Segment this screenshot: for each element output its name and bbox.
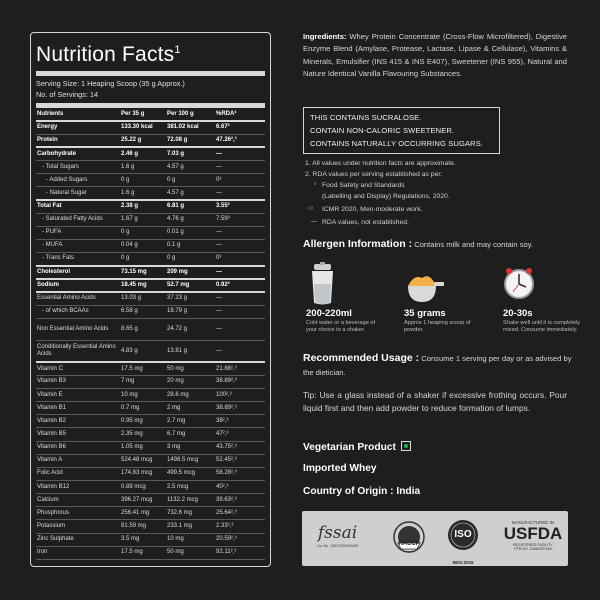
ingredients-block: [303, 31, 567, 81]
nutrition-row: [36, 441, 265, 454]
nutrition-row: [36, 546, 265, 559]
nutrient-name: - MUFA: [36, 239, 120, 252]
nutrient-name: Vitamin A: [36, 454, 120, 467]
value-per-serving: 4.83 g: [120, 340, 166, 362]
certification-badges: [302, 511, 568, 566]
allergen-text: Contains milk and may contain soy.: [412, 240, 534, 249]
note-2: 2. RDA values per serving established as per:: [305, 171, 443, 178]
rda-percent: 38²,³: [215, 415, 265, 428]
value-per-100g: 1132.2 mcg: [166, 494, 215, 507]
value-per-100g: 4.76 g: [166, 213, 215, 226]
rda-percent: —: [215, 340, 265, 362]
value-per-serving: 0.04 g: [120, 239, 166, 252]
nutrition-row: [36, 362, 265, 375]
nutrition-row: [36, 213, 265, 226]
recommended-usage: [303, 351, 573, 380]
value-per-100g: 7.03 g: [166, 147, 215, 160]
rda-percent: 0³: [215, 253, 265, 266]
rda-percent: 47.26²,³: [215, 134, 265, 147]
rda-percent: 38.89²,³: [215, 402, 265, 415]
note-source-none: — RDA values, not established.: [311, 219, 409, 226]
nutrition-row: [36, 253, 265, 266]
scoop-icon: [404, 262, 446, 306]
nutrition-row: [36, 318, 265, 340]
nutrient-name: Essential Amino Acids: [36, 292, 120, 305]
value-per-100g: 13.81 g: [166, 340, 215, 362]
haccp-text: HACCP: [398, 541, 420, 547]
value-per-serving: 25.22 g: [120, 134, 166, 147]
nutrition-row: [36, 375, 265, 388]
country-of-origin: Country of Origin : India: [303, 486, 421, 497]
nutrition-row: [36, 507, 265, 520]
value-per-100g: 0 g: [166, 253, 215, 266]
nutrient-name: Vitamin B2: [36, 415, 120, 428]
nutrition-row: [36, 161, 265, 174]
value-per-serving: 73.15 mg: [120, 266, 166, 279]
value-per-100g: 4.57 g: [166, 161, 215, 174]
warning-line: CONTAINS NATURALLY OCCURRING SUGARS.: [310, 139, 484, 148]
vegetarian-label: Vegetarian Product: [303, 441, 411, 453]
ingredients-text: Whey Protein Concentrate (Cross-Flow Microfiltered), Digestive Enzyme Blend (Amylase, Protease, Lactase, Lipase & Cellulase), Vitamins & Minerals, Emulsifier (INS 415 & INS E407), Sweetener (INS 955), Natural and Nature Identical Vanilla Flavouring Substances.: [303, 32, 567, 79]
warning-line: THIS CONTAINS SUCRALOSE.: [310, 113, 422, 122]
warning-line: CONTAIN NON-CALORIC SWEETENER.: [310, 126, 455, 135]
value-per-100g: 2 mg: [166, 402, 215, 415]
veg-mark-icon: [401, 441, 411, 451]
rda-percent: 20.59²,³: [215, 533, 265, 546]
scoop-step: [404, 262, 484, 334]
value-per-serving: 2.35 mg: [120, 428, 166, 441]
nutrient-name: Calcium: [36, 494, 120, 507]
value-per-100g: 6.81 g: [166, 200, 215, 213]
value-per-100g: 50 mg: [166, 362, 215, 375]
value-per-serving: 2.46 g: [120, 147, 166, 160]
value-per-100g: 10 mg: [166, 533, 215, 546]
value-per-serving: 1.6 g: [120, 187, 166, 200]
value-per-100g: 24.72 g: [166, 318, 215, 340]
iso-badge: [444, 511, 482, 566]
nutrient-name: Vitamin B3: [36, 375, 120, 388]
rda-percent: —: [215, 226, 265, 239]
value-per-100g: 732.6 mg: [166, 507, 215, 520]
usfda-badge: [502, 511, 564, 566]
nutrition-row: [36, 279, 265, 292]
value-per-100g: 0 g: [166, 174, 215, 187]
nutrition-row: [36, 239, 265, 252]
rda-percent: —: [215, 187, 265, 200]
nutrition-title: Nutrition Facts$^1$: [36, 43, 181, 66]
nutrient-name: Conditionally Essential Amino Acids: [36, 340, 120, 362]
nutrition-row: [36, 402, 265, 415]
value-per-serving: 174.83 mcg: [120, 467, 166, 480]
value-per-serving: 1.6 g: [120, 161, 166, 174]
rda-percent: 58.28²,³: [215, 467, 265, 480]
recommended-label: Recommended Usage :: [303, 352, 420, 364]
value-per-100g: 381.02 kcal: [166, 121, 215, 134]
nutrient-name: - of which BCAAs: [36, 305, 120, 318]
nutrition-table: [36, 108, 265, 560]
value-per-100g: 50 mg: [166, 546, 215, 559]
rda-percent: 2.33²,³: [215, 520, 265, 533]
sweetener-warning-box: [303, 107, 500, 154]
value-per-100g: 3 mg: [166, 441, 215, 454]
clock-icon: [503, 262, 539, 306]
value-per-serving: 396.27 mcg: [120, 494, 166, 507]
ingredients-label: Ingredients:: [303, 32, 347, 41]
nutrition-row: [36, 305, 265, 318]
servings-count: No. of Servings: 14: [36, 90, 99, 99]
rda-percent: 39.63²,³: [215, 494, 265, 507]
rda-percent: 3.55³: [215, 200, 265, 213]
value-per-serving: 6.58 g: [120, 305, 166, 318]
nutrient-name: - Added Sugars: [36, 174, 120, 187]
haccp-badge: [390, 511, 428, 566]
rda-percent: 0³: [215, 174, 265, 187]
nutrition-row: [36, 467, 265, 480]
nutrient-name: - Trans Fats: [36, 253, 120, 266]
nutrient-name: Vitamin B5: [36, 428, 120, 441]
nutrient-name: Total Fat: [36, 200, 120, 213]
rda-percent: 92.11²,³: [215, 546, 265, 559]
usfda-manufactured: MANUFACTURED IN: [511, 520, 555, 525]
nutrient-name: - PUFA: [36, 226, 120, 239]
nutrient-name: Phosphorus: [36, 507, 120, 520]
water-instruction: Cold water or a beverage of your choice to a shaker.: [306, 320, 376, 333]
nutrition-row: [36, 147, 265, 160]
nutrient-name: Energy: [36, 121, 120, 134]
value-per-100g: 209 mg: [166, 266, 215, 279]
nutrition-row: [36, 226, 265, 239]
rda-percent: 25.64²,³: [215, 507, 265, 520]
nutrition-facts-panel: [30, 32, 271, 567]
rda-percent: 40²,³: [215, 481, 265, 494]
serving-size: Serving Size: 1 Heaping Scoop (35 g Approx.): [36, 79, 185, 88]
value-per-100g: 0.1 g: [166, 239, 215, 252]
rda-percent: —: [215, 239, 265, 252]
imported-whey: Imported Whey: [303, 463, 377, 474]
nutrient-name: Vitamin C: [36, 362, 120, 375]
value-per-serving: 17.5 mg: [120, 362, 166, 375]
note-source-icmr: ²,³ ICMR 2020, Men-moderate work.: [308, 206, 423, 213]
value-per-serving: 18.45 mg: [120, 279, 166, 292]
rda-percent: —: [215, 161, 265, 174]
usfda-text: USFDA: [503, 524, 563, 543]
value-per-100g: 0.01 g: [166, 226, 215, 239]
nutrition-row: [36, 292, 265, 305]
nutrient-name: - Saturated Fatty Acids: [36, 213, 120, 226]
nutrient-name: Iron: [36, 546, 120, 559]
nutrition-row: [36, 134, 265, 147]
note-source-fssai-cont: (Labelling and Display) Regulations, 2020.: [322, 193, 450, 200]
nutrient-name: Zinc Sulphate: [36, 533, 120, 546]
fssai-licence: Lic. No. 10017022004439: [316, 544, 359, 548]
water-step: [306, 262, 386, 334]
rda-percent: 7.59³: [215, 213, 265, 226]
nutrition-row: [36, 481, 265, 494]
value-per-serving: 0 g: [120, 174, 166, 187]
header-per-100g: Per 100 g: [166, 108, 215, 121]
shake-duration: 20-30s: [503, 308, 533, 319]
iso-number: 9001:2015: [452, 560, 474, 565]
value-per-100g: 233.1 mg: [166, 520, 215, 533]
header-per-serving: Per 35 g: [120, 108, 166, 121]
nutrition-row: [36, 266, 265, 279]
nutrition-row: [36, 389, 265, 402]
rda-percent: 6.67³: [215, 121, 265, 134]
value-per-serving: 7 mg: [120, 375, 166, 388]
nutrition-row: [36, 454, 265, 467]
rda-percent: —: [215, 305, 265, 318]
allergen-label: Allergen Information :: [303, 238, 413, 250]
rda-percent: 52.45²,³: [215, 454, 265, 467]
rda-percent: —: [215, 292, 265, 305]
nutrient-name: Potassium: [36, 520, 120, 533]
note-1: 1. All values under nutrition facts are approximate.: [305, 160, 456, 167]
nutrient-name: Protein: [36, 134, 120, 147]
nutrition-row: [36, 121, 265, 134]
value-per-100g: 499.5 mcg: [166, 467, 215, 480]
nutrient-name: Cholesterol: [36, 266, 120, 279]
nutrition-row: [36, 340, 265, 362]
value-per-serving: 256.41 mg: [120, 507, 166, 520]
rda-percent: 0.92³: [215, 279, 265, 292]
scoop-amount: 35 grams: [404, 308, 446, 319]
note-source-fssai: ³ Food Safety and Standards: [314, 182, 405, 189]
nutrition-row: [36, 174, 265, 187]
value-per-100g: 2.7 mg: [166, 415, 215, 428]
value-per-serving: 0.7 mg: [120, 402, 166, 415]
value-per-100g: 4.57 g: [166, 187, 215, 200]
nutrition-row: [36, 494, 265, 507]
value-per-100g: 37.23 g: [166, 292, 215, 305]
value-per-serving: 0 g: [120, 226, 166, 239]
value-per-100g: 28.6 mg: [166, 389, 215, 402]
value-per-100g: 52.7 mg: [166, 279, 215, 292]
nutrient-name: - Natural Sugar: [36, 187, 120, 200]
value-per-serving: 0 g: [120, 253, 166, 266]
value-per-serving: 10 mg: [120, 389, 166, 402]
value-per-serving: 2.38 g: [120, 200, 166, 213]
rda-percent: —: [215, 147, 265, 160]
value-per-100g: 72.08 g: [166, 134, 215, 147]
rda-percent: 21.88²,³: [215, 362, 265, 375]
value-per-100g: 18.79 g: [166, 305, 215, 318]
nutrition-row: [36, 200, 265, 213]
nutrient-name: Vitamin B6: [36, 441, 120, 454]
value-per-serving: 13.03 g: [120, 292, 166, 305]
value-per-serving: 524.48 mcg: [120, 454, 166, 467]
iso-text: ISO: [454, 529, 472, 540]
nutrient-name: Vitamin E: [36, 389, 120, 402]
value-per-100g: 20 mg: [166, 375, 215, 388]
rda-percent: 38.89²,³: [215, 375, 265, 388]
water-amount: 200-220ml: [306, 308, 352, 319]
haccp-seal-icon: [390, 511, 428, 566]
nutrient-name: Non Essential Amino Acids: [36, 318, 120, 340]
value-per-100g: 2.5 mcg: [166, 481, 215, 494]
rda-percent: 100²,³: [215, 389, 265, 402]
nutrient-name: Vitamin B12: [36, 481, 120, 494]
value-per-serving: 0.88 mcg: [120, 481, 166, 494]
value-per-100g: 1498.5 mcg: [166, 454, 215, 467]
shaker-icon: [306, 262, 340, 306]
value-per-serving: 1.67 g: [120, 213, 166, 226]
recommended-text: Consume 1 serving per day or as advised by the dietician.: [303, 354, 572, 377]
value-per-serving: 17.5 mg: [120, 546, 166, 559]
nutrition-table-header: [36, 108, 265, 121]
nutrient-name: Vitamin B1: [36, 402, 120, 415]
nutrition-row: [36, 187, 265, 200]
value-per-serving: 3.5 mg: [120, 533, 166, 546]
value-per-serving: 133.30 kcal: [120, 121, 166, 134]
header-rda: %RDA²: [215, 108, 265, 121]
rda-percent: 43.75²,³: [215, 441, 265, 454]
tip-text: Tip: Use a glass instead of a shaker if excessive frothing occurs. Pour liquid first and then add powder to reduce formation of lumps.: [303, 390, 567, 413]
rda-percent: 47²,³: [215, 428, 265, 441]
nutrition-row: [36, 428, 265, 441]
shake-instruction: Shake well until it is completely mixed. Consume immediately.: [503, 320, 581, 333]
value-per-serving: 0.95 mg: [120, 415, 166, 428]
fssai-badge: [310, 511, 365, 566]
nutrient-name: Carbohydrate: [36, 147, 120, 160]
rda-percent: —: [215, 318, 265, 340]
rda-percent: —: [215, 266, 265, 279]
value-per-serving: 8.65 g: [120, 318, 166, 340]
nutrition-row: [36, 415, 265, 428]
nutrition-row: [36, 533, 265, 546]
value-per-100g: 6.7 mg: [166, 428, 215, 441]
fssai-logo: fssai: [317, 523, 358, 543]
allergen-info: [303, 238, 573, 250]
nutrient-name: Folic Acid: [36, 467, 120, 480]
usfda-registered: REGISTERED FACILITY: [513, 543, 553, 547]
scoop-instruction: Approx 1 heaping scoop of powder.: [404, 320, 471, 333]
nutrition-row: [36, 520, 265, 533]
footnotes: [305, 158, 567, 228]
value-per-serving: 81.59 mg: [120, 520, 166, 533]
header-nutrients: Nutrients: [36, 108, 120, 121]
nutrient-name: Sodium: [36, 279, 120, 292]
shake-step: [503, 262, 583, 334]
usfda-ffr: FFR NO. 15582097496: [514, 547, 552, 551]
value-per-serving: 1.05 mg: [120, 441, 166, 454]
nutrient-name: - Total Sugars: [36, 161, 120, 174]
